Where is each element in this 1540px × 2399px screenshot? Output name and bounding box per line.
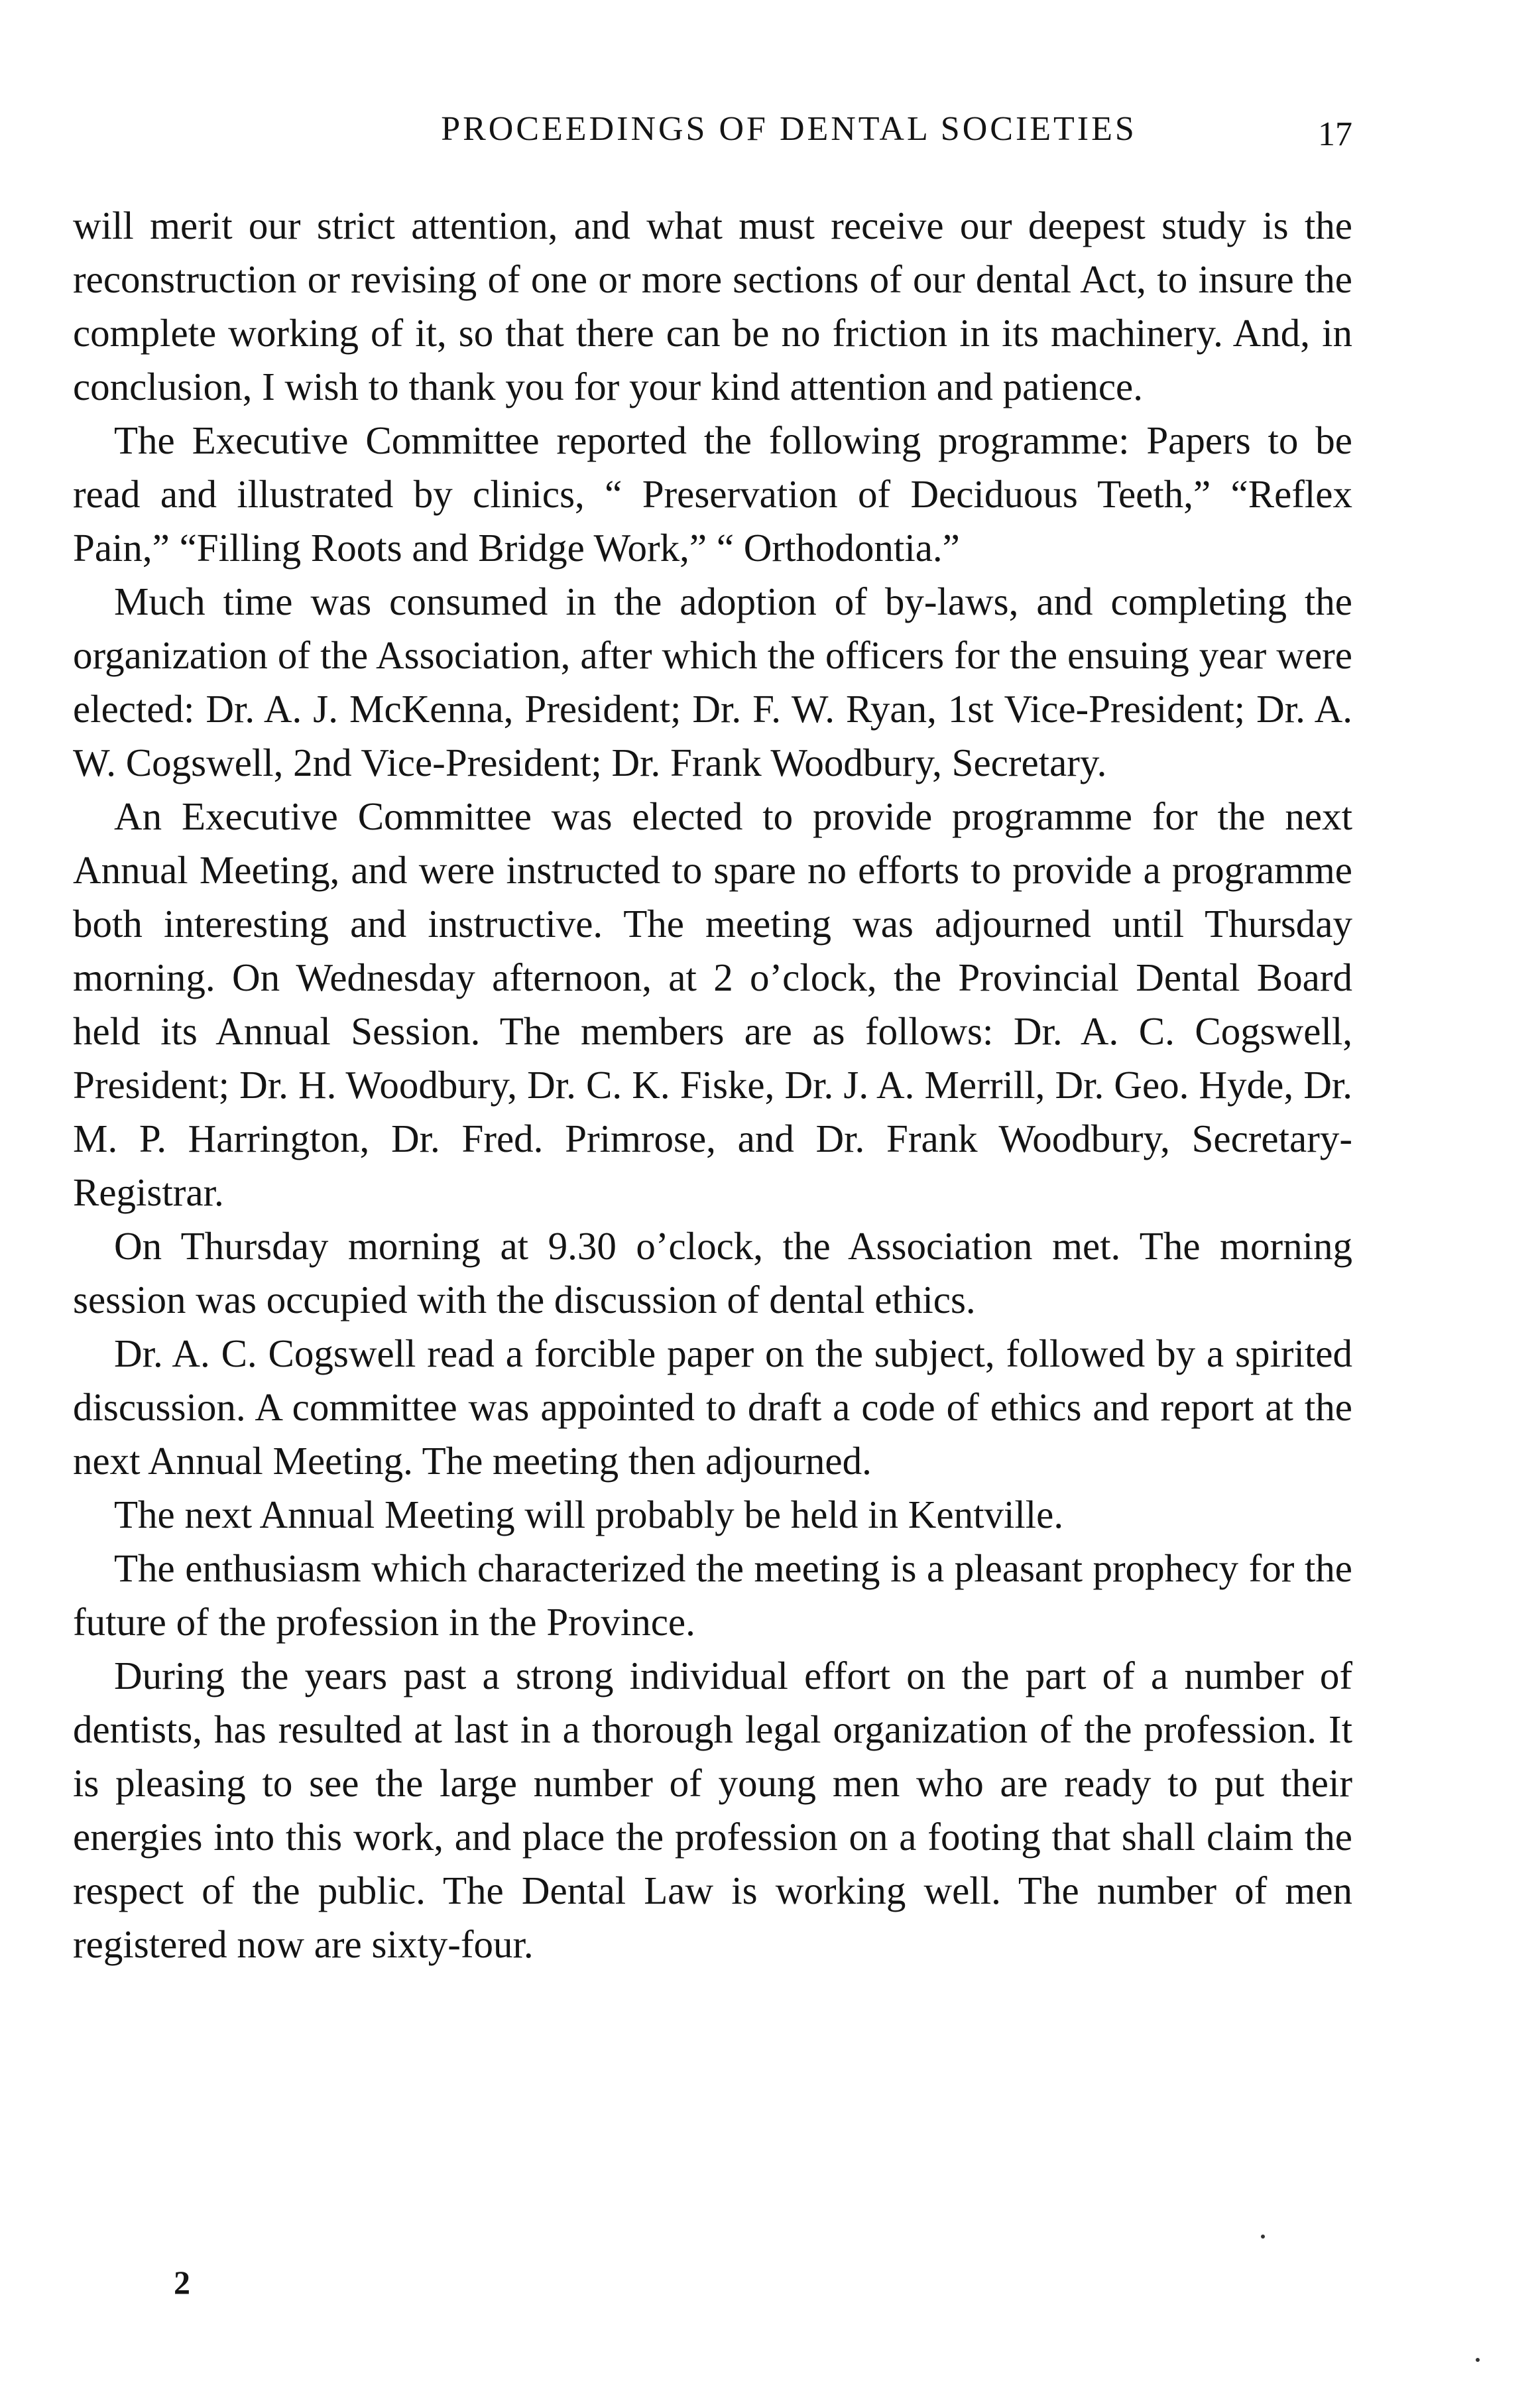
running-head (73, 99, 1352, 159)
body-text (73, 199, 1352, 1971)
signature-mark: 2 (174, 2264, 190, 2301)
paragraph-continuation: will merit our strict attention, and what must receive our deepest study is the reconstruction or revising of one or more sections of our dental Act, to insure the complete working of it, so that there can be no friction in its machinery. And, in conclusion, I wish to thank you for your kind attention and patience. (73, 204, 1352, 408)
paragraph-officers: Much time was consumed in the adoption of by-laws, and completing the organization of the Association, after which the officers for the ensuing year were elected: Dr. A. J. McKenna, President; Dr. F. W. Ryan, 1st Vice-President; Dr. A. W. Cogswell, 2nd Vice-President; Dr. Frank Woodbury, Secretary. (73, 580, 1352, 784)
paragraph-organization: During the years past a strong individual effort on the part of a number of dentists, has resulted at last in a thorough legal organization of the profession. It is pleasing to see the large number of young men who are ready to put their energies into this work, and place the profession on a footing that shall claim the respect of the public. The Dental Law is working well. The number of men registered now are sixty-four. (73, 1654, 1352, 1966)
paragraph-executive-committee: An Executive Committee was elected to provide programme for the next Annual Meeting, and were instructed to spare no efforts to provide a programme both interesting and instructive. The meeting was adjourned until Thursday morning. On Wednesday afternoon, at 2 o’clock, the Provincial Dental Board held its Annual Session. The members are as follows: Dr. A. C. Cogswell, President; Dr. H. Woodbury, Dr. C. K. Fiske, Dr. J. A. Merrill, Dr. Geo. Hyde, Dr. M. P. Harrington, Dr. Fred. Primrose, and Dr. Frank Woodbury, Secretary-Registrar. (73, 794, 1352, 1214)
print-speck (1476, 2358, 1480, 2362)
running-title: PROCEEDINGS OF DENTAL SOCIETIES (441, 110, 1137, 148)
print-speck (1261, 2235, 1265, 2239)
paragraph-thursday-session: On Thursday morning at 9.30 o’clock, the Association met. The morning session was occupied with the discussion of dental ethics. (73, 1224, 1352, 1322)
paragraph-enthusiasm: The enthusiasm which characterized the meeting is a pleasant prophecy for the future of the profession in the Province. (73, 1546, 1352, 1644)
page-number: 17 (1318, 115, 1352, 153)
paragraph-next-meeting: The next Annual Meeting will probably be held in Kentville. (114, 1493, 1064, 1536)
paragraph-ethics-paper: Dr. A. C. Cogswell read a forcible paper on the subject, followed by a spirited discussion. A committee was appointed to draft a code of ethics and report at the next Annual Meeting. The meeting then adjourned. (73, 1331, 1352, 1483)
paragraph-programme: The Executive Committee reported the following programme: Papers to be read and illustrated by clinics, “ Preservation of Deciduous Teeth,” “Reflex Pain,” “Filling Roots and Bridge Work,” “ Orthodontia.” (73, 418, 1352, 570)
